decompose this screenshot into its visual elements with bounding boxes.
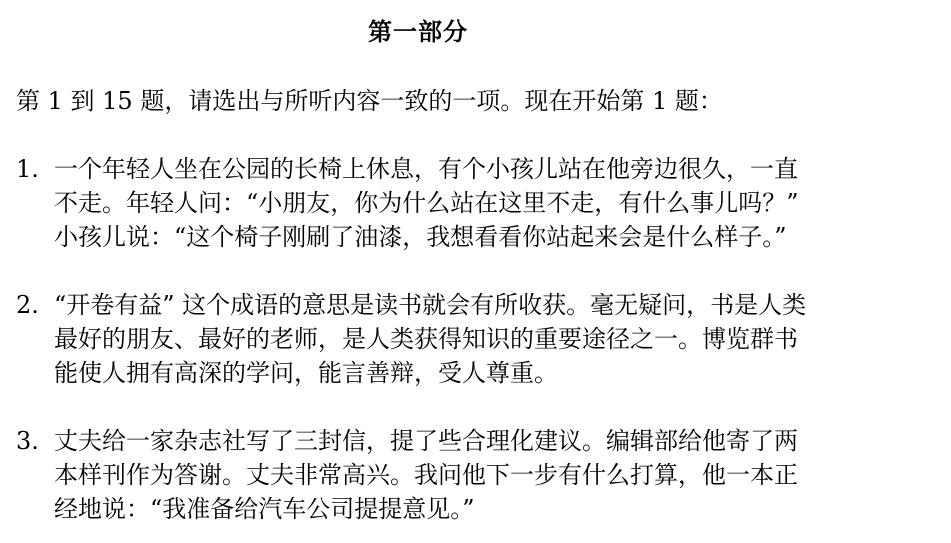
question-line: 小孩儿说：“这个椅子刚刷了油漆，我想看看你站起来会是什么样子。” (54, 223, 787, 251)
question-number: 3. (16, 427, 39, 455)
question-3 (16, 424, 896, 526)
question-line: 能使人拥有高深的学问，能言善辩，受人尊重。 (54, 359, 558, 387)
question-line: 本样刊作为答谢。丈夫非常高兴。我问他下一步有什么打算，他一本正 (54, 461, 798, 489)
question-text: 一个年轻人坐在公园的长椅上休息，有个小孩儿站在他旁边很久，一直 (54, 155, 798, 183)
question-line (16, 288, 896, 322)
question-line (16, 424, 896, 458)
question-text: “开卷有益” 这个成语的意思是读书就会有所收获。毫无疑问，书是人类 (54, 291, 807, 319)
instruction-text: 第 1 到 15 题，请选出与所听内容一致的一项。现在开始第 1 题： (16, 87, 723, 115)
question-2 (16, 288, 896, 390)
question-1 (16, 152, 896, 254)
question-number: 2. (16, 291, 39, 319)
question-line: 最好的朋友、最好的老师，是人类获得知识的重要途径之一。博览群书 (54, 325, 798, 353)
section-title: 第一部分 (368, 17, 468, 46)
question-line: 经地说：“我准备给汽车公司提提意见。” (54, 495, 475, 523)
question-line: 不走。年轻人问：“小朋友，你为什么站在这里不走，有什么事儿吗？” (54, 189, 799, 217)
question-number: 1. (16, 155, 39, 183)
question-line (16, 152, 896, 186)
question-text: 丈夫给一家杂志社写了三封信，提了些合理化建议。编辑部给他寄了两 (54, 427, 798, 455)
